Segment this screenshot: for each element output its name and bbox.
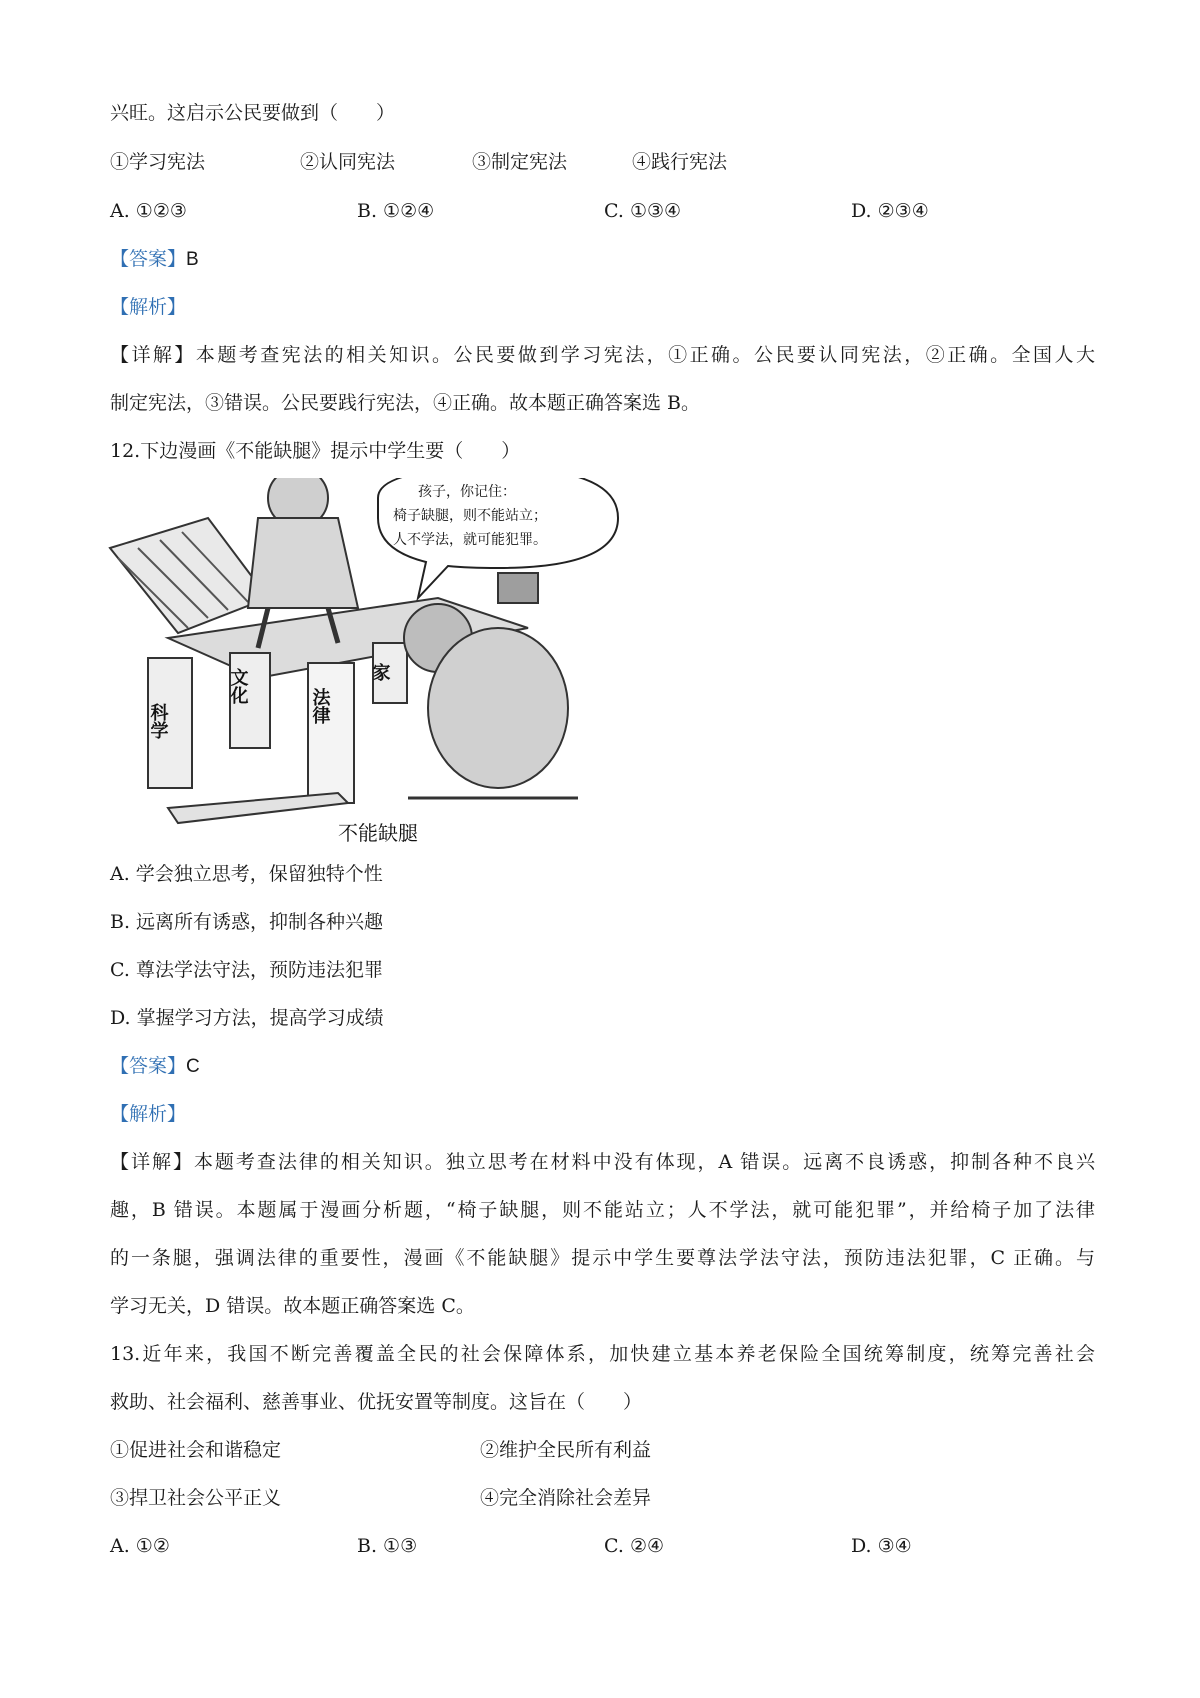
bubble-line-1: 孩子，你记住： xyxy=(418,484,516,500)
detail-text: 本题考查法律的相关知识。独立思考在材料中没有体现，A 错误。远离不良诱惑，抑制各种不良兴 xyxy=(193,1151,1095,1173)
q11-item-2: ②认同宪法 xyxy=(300,151,396,173)
leg-label-law: 法律 xyxy=(309,688,331,724)
q13-item-4: ④完全消除社会差异 xyxy=(480,1487,652,1509)
detail-text: 本题考查宪法的相关知识。公民要做到学习宪法，①正确。公民要认同宪法，②正确。全国人大 xyxy=(195,344,1095,366)
bubble-line-2: 椅子缺腿，则不能站立； xyxy=(393,508,547,524)
bubble-line-3: 人不学法，就可能犯罪。 xyxy=(393,532,547,548)
detail-label: 【详解】 xyxy=(110,344,196,366)
q13-item-2: ②维护全民所有利益 xyxy=(480,1439,652,1461)
q12-detail-line1 xyxy=(110,1150,1095,1174)
q12-detail-line4: 学习无关，D 错误。故本题正确答案选 C。 xyxy=(110,1295,475,1317)
q12-choice-b: B. 远离所有诱惑，抑制各种兴趣 xyxy=(110,911,384,933)
q12-answer xyxy=(110,1054,200,1079)
answer-label: 【答案】 xyxy=(110,248,187,270)
q13-choice-b: B. ①③ xyxy=(357,1535,418,1557)
leg-label-home: 家 xyxy=(369,663,391,681)
q11-choice-c: C. ①③④ xyxy=(604,200,682,222)
leg-label-science: 科学 xyxy=(147,703,169,739)
leg-law xyxy=(308,663,354,803)
q11-item-4: ④践行宪法 xyxy=(632,151,728,173)
q12-detail-line2: 趣，B 错误。本题属于漫画分析题，“椅子缺腿，则不能站立；人不学法，就可能犯罪”，并给椅子加了法律 xyxy=(110,1199,1095,1221)
q12-analysis-label: 【解析】 xyxy=(110,1103,187,1125)
answer-value: C xyxy=(186,1056,200,1077)
q11-detail-line2: 制定宪法，③错误。公民要践行宪法，④正确。故本题正确答案选 B。 xyxy=(110,392,701,414)
q11-item-1: ①学习宪法 xyxy=(110,151,206,173)
q13-choice-a: A. ①② xyxy=(110,1535,170,1557)
q12-stem: 12.下边漫画《不能缺腿》提示中学生要（ ） xyxy=(110,440,521,462)
q12-choice-c: C. 尊法学法守法，预防违法犯罪 xyxy=(110,959,383,981)
answer-label: 【答案】 xyxy=(110,1055,187,1077)
cartoon-image xyxy=(108,478,648,848)
q12-choice-a: A. 学会独立思考，保留独特个性 xyxy=(110,863,383,885)
q13-item-1: ①促进社会和谐稳定 xyxy=(110,1439,282,1461)
q11-choice-a: A. ①②③ xyxy=(110,200,187,222)
q12-choice-d: D. 掌握学习方法，提高学习成绩 xyxy=(110,1007,384,1029)
q13-item-3: ③捍卫社会公平正义 xyxy=(110,1487,282,1509)
q13-stem-line1: 13.近年来，我国不断完善覆盖全民的社会保障体系，加快建立基本养老保险全国统筹制度，统筹完善社会 xyxy=(110,1343,1095,1365)
q11-answer xyxy=(110,247,199,272)
q11-choice-d: D. ②③④ xyxy=(851,200,929,222)
q11-item-3: ③制定宪法 xyxy=(472,151,568,173)
q11-detail-line1 xyxy=(110,343,1095,367)
q12-detail-line3: 的一条腿，强调法律的重要性，漫画《不能缺腿》提示中学生要尊法学法守法，预防违法犯罪，C 正确。与 xyxy=(110,1247,1095,1269)
q11-choice-b: B. ①②④ xyxy=(357,200,435,222)
q13-stem-line2: 救助、社会福利、慈善事业、优抚安置等制度。这旨在（ ） xyxy=(110,1391,643,1413)
q13-choice-d: D. ③④ xyxy=(851,1535,912,1557)
detail-label: 【详解】 xyxy=(110,1151,194,1173)
q13-choice-c: C. ②④ xyxy=(604,1535,665,1557)
leg-label-culture: 文化 xyxy=(227,668,249,704)
answer-value: B xyxy=(186,249,199,270)
q11-analysis-label: 【解析】 xyxy=(110,296,187,318)
cartoon-caption: 不能缺腿 xyxy=(338,823,418,845)
q11-stem-tail: 兴旺。这启示公民要做到（ ） xyxy=(110,102,396,124)
